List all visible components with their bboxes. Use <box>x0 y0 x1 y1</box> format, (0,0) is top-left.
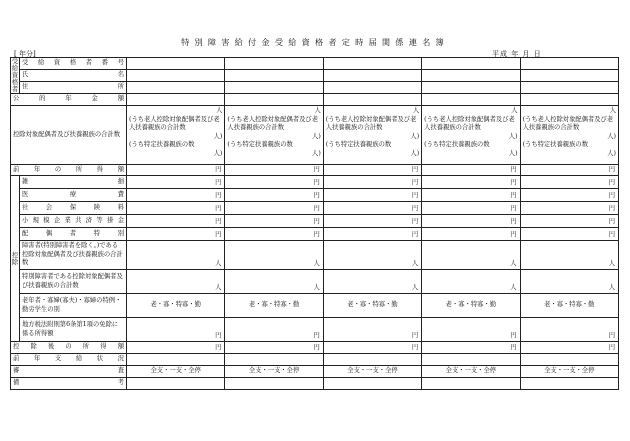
cell-address[interactable] <box>225 82 323 94</box>
cell-review[interactable]: 全支・一支・全停 <box>127 366 225 378</box>
elderly-dependents-unit: 人) <box>312 132 321 140</box>
cell-special-disabled[interactable]: 人 <box>127 270 225 294</box>
specific-dependents-label: (うち特定扶養親族の数 <box>522 141 588 149</box>
cell-after-deduction[interactable]: 円 <box>323 342 421 354</box>
group-label: 受給資格者 <box>11 58 19 93</box>
cell-name[interactable] <box>225 70 323 82</box>
elderly-dependents-label: (うち老人控除対象配偶者及び老人扶養親族の合計数 <box>325 115 417 132</box>
label-cert-number: 受給資格者番号 <box>20 58 127 70</box>
row-spouse-special <box>11 228 619 241</box>
cell-spouse-special[interactable]: 円 <box>422 228 520 241</box>
cell-disabled-excl[interactable]: 人 <box>127 241 225 270</box>
cell-payment-status[interactable] <box>225 354 323 366</box>
label-address: 住所 <box>20 82 127 94</box>
cell-casualty[interactable]: 円 <box>323 176 421 189</box>
label-after-deduction: 控除後の所得額 <box>11 342 127 354</box>
cell-spouse-special[interactable]: 円 <box>520 228 618 241</box>
cell-prev-income[interactable]: 円 <box>127 165 225 176</box>
cell-pension[interactable] <box>323 94 421 106</box>
cell-casualty[interactable]: 円 <box>225 176 323 189</box>
cell-prev-income[interactable]: 円 <box>422 165 520 176</box>
specific-dependents-label: (うち特定扶養親族の数 <box>325 141 392 149</box>
row-review <box>11 366 619 378</box>
row-cert-number <box>11 58 619 70</box>
cell-dependents[interactable] <box>127 106 225 165</box>
dependents-total: 人 <box>412 107 420 114</box>
row-after-deduction <box>11 342 619 354</box>
cell-cert-number[interactable] <box>323 58 421 70</box>
cell-small-business[interactable]: 円 <box>225 215 323 228</box>
row-pension <box>11 94 619 106</box>
cell-small-business[interactable]: 円 <box>127 215 225 228</box>
specific-dependents-unit: 人) <box>508 149 518 157</box>
cell-dependents[interactable] <box>422 106 520 165</box>
row-prev-income <box>11 165 619 176</box>
cell-after-deduction[interactable]: 円 <box>127 342 225 354</box>
specific-dependents-label: (うち特定扶養親族の数 <box>424 141 490 149</box>
cell-after-deduction[interactable]: 円 <box>520 342 618 354</box>
cell-medical[interactable]: 円 <box>422 189 520 202</box>
cell-elderly-widow[interactable]: 老・寡・特寡・勤 <box>422 294 520 318</box>
specific-dependents-label: (うち特定扶養親族の数 <box>129 141 195 149</box>
label-pension: 公的年金額 <box>11 94 127 106</box>
cell-disabled-excl[interactable]: 人 <box>323 241 421 270</box>
cell-medical[interactable]: 円 <box>520 189 618 202</box>
cell-name[interactable] <box>422 70 520 82</box>
cell-address[interactable] <box>520 82 618 94</box>
row-disabled-excl <box>11 241 619 270</box>
cell-address[interactable] <box>422 82 520 94</box>
dependents-total: 人 <box>216 107 223 114</box>
cell-payment-status[interactable] <box>422 354 520 366</box>
label-spouse-special: 配偶者特別 <box>20 228 127 241</box>
cell-special-disabled[interactable]: 人 <box>225 270 323 294</box>
cell-special-disabled[interactable]: 人 <box>323 270 421 294</box>
cell-review[interactable]: 全支・一支・全停 <box>225 366 323 378</box>
label-disabled-excl: 障害者(特別障害者を除く。)である控除対象配偶者及び扶養親族の合計数 <box>20 241 127 270</box>
cell-social-insurance[interactable]: 円 <box>127 202 225 215</box>
cell-casualty[interactable]: 円 <box>520 176 618 189</box>
cell-social-insurance[interactable]: 円 <box>323 202 421 215</box>
cell-cert-number[interactable] <box>520 58 618 70</box>
cell-casualty[interactable]: 円 <box>422 176 520 189</box>
cell-spouse-special[interactable]: 円 <box>127 228 225 241</box>
cell-casualty[interactable]: 円 <box>127 176 225 189</box>
cell-social-insurance[interactable]: 円 <box>225 202 323 215</box>
elderly-dependents-unit: 人) <box>213 132 223 140</box>
cell-remarks[interactable] <box>127 378 225 390</box>
cell-name[interactable] <box>323 70 421 82</box>
cell-local-tax[interactable]: 円 <box>520 318 618 342</box>
date-field[interactable]: 平成 年 月 日 <box>492 50 542 58</box>
dependents-total: 人 <box>609 107 616 114</box>
elderly-dependents-label: (うち老人控除対象配偶者及び老人扶養親族の合計数 <box>424 115 515 132</box>
label-social-insurance: 社会保険料 <box>20 202 127 215</box>
cell-payment-status[interactable] <box>520 354 618 366</box>
cell-dependents[interactable] <box>323 106 421 165</box>
row-address <box>11 82 619 94</box>
group-deduction <box>11 176 20 342</box>
specific-dependents-unit: 人) <box>410 149 420 157</box>
label-medical: 医療費 <box>20 189 127 202</box>
row-small-business <box>11 215 619 228</box>
label-special-disabled: 特別障害者である控除対象配偶者及び扶養親族の合計数 <box>20 270 127 294</box>
specific-dependents-unit: 人) <box>312 149 321 157</box>
cell-medical[interactable]: 円 <box>323 189 421 202</box>
cell-remarks[interactable] <box>323 378 421 390</box>
cell-elderly-widow[interactable]: 老・寡・特寡・勤 <box>520 294 618 318</box>
cell-elderly-widow[interactable]: 老・寡・特寡・勤 <box>127 294 225 318</box>
row-casualty <box>11 176 619 189</box>
elderly-dependents-label: (うち老人控除対象配偶者及び老人扶養親族の合計数 <box>129 115 220 132</box>
cell-cert-number[interactable] <box>127 58 225 70</box>
row-special-disabled <box>11 270 619 294</box>
cell-small-business[interactable]: 円 <box>520 215 618 228</box>
cell-elderly-widow[interactable]: 老・寡・特寡・勤 <box>225 294 323 318</box>
row-dependents <box>11 106 619 165</box>
cell-local-tax[interactable]: 円 <box>422 318 520 342</box>
elderly-dependents-label: (うち老人控除対象配偶者及び老人扶養親族の合計数 <box>522 115 614 132</box>
label-small-business: 小規模企業共済等掛金 <box>20 215 127 228</box>
cell-prev-income[interactable]: 円 <box>323 165 421 176</box>
label-elderly-widow: 老年者・寡婦(寡夫)・寡婦の特例・勤労学生の別 <box>20 294 127 318</box>
cell-prev-income[interactable]: 円 <box>520 165 618 176</box>
row-medical <box>11 189 619 202</box>
cell-special-disabled[interactable]: 人 <box>422 270 520 294</box>
cell-review[interactable]: 全支・一支・全停 <box>520 366 618 378</box>
cell-name[interactable] <box>127 70 225 82</box>
dependents-total: 人 <box>511 107 518 114</box>
cell-dependents[interactable] <box>225 106 323 165</box>
cell-local-tax[interactable]: 円 <box>323 318 421 342</box>
label-review: 審査 <box>11 366 127 378</box>
row-payment-status <box>11 354 619 366</box>
cell-address[interactable] <box>127 82 225 94</box>
label-remarks: 備考 <box>11 378 127 390</box>
form-title: 特別障害給付金受給資格者定時届関係連名簿 <box>181 37 449 47</box>
elderly-dependents-label: (うち老人控除対象配偶者及び老人扶養親族の合計数 <box>227 115 319 132</box>
label-payment-status: 前年支給状況 <box>11 354 127 366</box>
group-recipient <box>11 58 20 94</box>
cell-name[interactable] <box>520 70 618 82</box>
cell-medical[interactable]: 円 <box>225 189 323 202</box>
elderly-dependents-unit: 人) <box>607 132 616 140</box>
cell-medical[interactable]: 円 <box>127 189 225 202</box>
cell-small-business[interactable]: 円 <box>323 215 421 228</box>
cell-remarks[interactable] <box>520 378 618 390</box>
cell-disabled-excl[interactable]: 人 <box>520 241 618 270</box>
cell-pension[interactable] <box>225 94 323 106</box>
row-social-insurance <box>11 202 619 215</box>
label-prev-income: 前年の所得額 <box>11 165 127 176</box>
cell-pension[interactable] <box>127 94 225 106</box>
dependents-total: 人 <box>314 107 321 114</box>
cell-review[interactable]: 全支・一支・全停 <box>422 366 520 378</box>
cell-remarks[interactable] <box>422 378 520 390</box>
cell-cert-number[interactable] <box>225 58 323 70</box>
cell-disabled-excl[interactable]: 人 <box>225 241 323 270</box>
specific-dependents-label: (うち特定扶養親族の数 <box>227 141 293 149</box>
specific-dependents-unit: 人) <box>213 149 223 157</box>
cell-social-insurance[interactable]: 円 <box>520 202 618 215</box>
row-elderly-widow <box>11 294 619 318</box>
cell-local-tax[interactable]: 円 <box>127 318 225 342</box>
cell-social-insurance[interactable]: 円 <box>422 202 520 215</box>
row-remarks <box>11 378 619 390</box>
row-name <box>11 70 619 82</box>
cell-disabled-excl[interactable]: 人 <box>422 241 520 270</box>
row-local-tax <box>11 318 619 342</box>
cell-pension[interactable] <box>520 94 618 106</box>
cell-review[interactable]: 全支・一支・全停 <box>323 366 421 378</box>
elderly-dependents-unit: 人) <box>508 132 518 140</box>
cell-cert-number[interactable] <box>422 58 520 70</box>
cell-payment-status[interactable] <box>127 354 225 366</box>
cell-after-deduction[interactable]: 円 <box>225 342 323 354</box>
cell-elderly-widow[interactable]: 老・寡・特寡・勤 <box>323 294 421 318</box>
register-table <box>10 57 619 390</box>
cell-local-tax[interactable]: 円 <box>225 318 323 342</box>
label-dependents: 控除対象配偶者及び扶養親族の合計数 <box>11 106 127 165</box>
cell-spouse-special[interactable]: 円 <box>323 228 421 241</box>
year-field[interactable]: [ 年分] <box>14 50 36 58</box>
cell-pension[interactable] <box>422 94 520 106</box>
specific-dependents-unit: 人) <box>607 149 616 157</box>
elderly-dependents-unit: 人) <box>410 132 420 140</box>
cell-spouse-special[interactable]: 円 <box>225 228 323 241</box>
cell-payment-status[interactable] <box>323 354 421 366</box>
cell-special-disabled[interactable]: 人 <box>520 270 618 294</box>
cell-address[interactable] <box>323 82 421 94</box>
label-name: 氏名 <box>20 70 127 82</box>
label-casualty: 雑損 <box>20 176 127 189</box>
label-local-tax: 地方税法附則第6条第1項の免除に係る所得額 <box>20 318 127 342</box>
cell-small-business[interactable]: 円 <box>422 215 520 228</box>
cell-after-deduction[interactable]: 円 <box>422 342 520 354</box>
cell-prev-income[interactable]: 円 <box>225 165 323 176</box>
cell-dependents[interactable] <box>520 106 618 165</box>
group-label: 控除 <box>11 251 19 266</box>
cell-remarks[interactable] <box>225 378 323 390</box>
